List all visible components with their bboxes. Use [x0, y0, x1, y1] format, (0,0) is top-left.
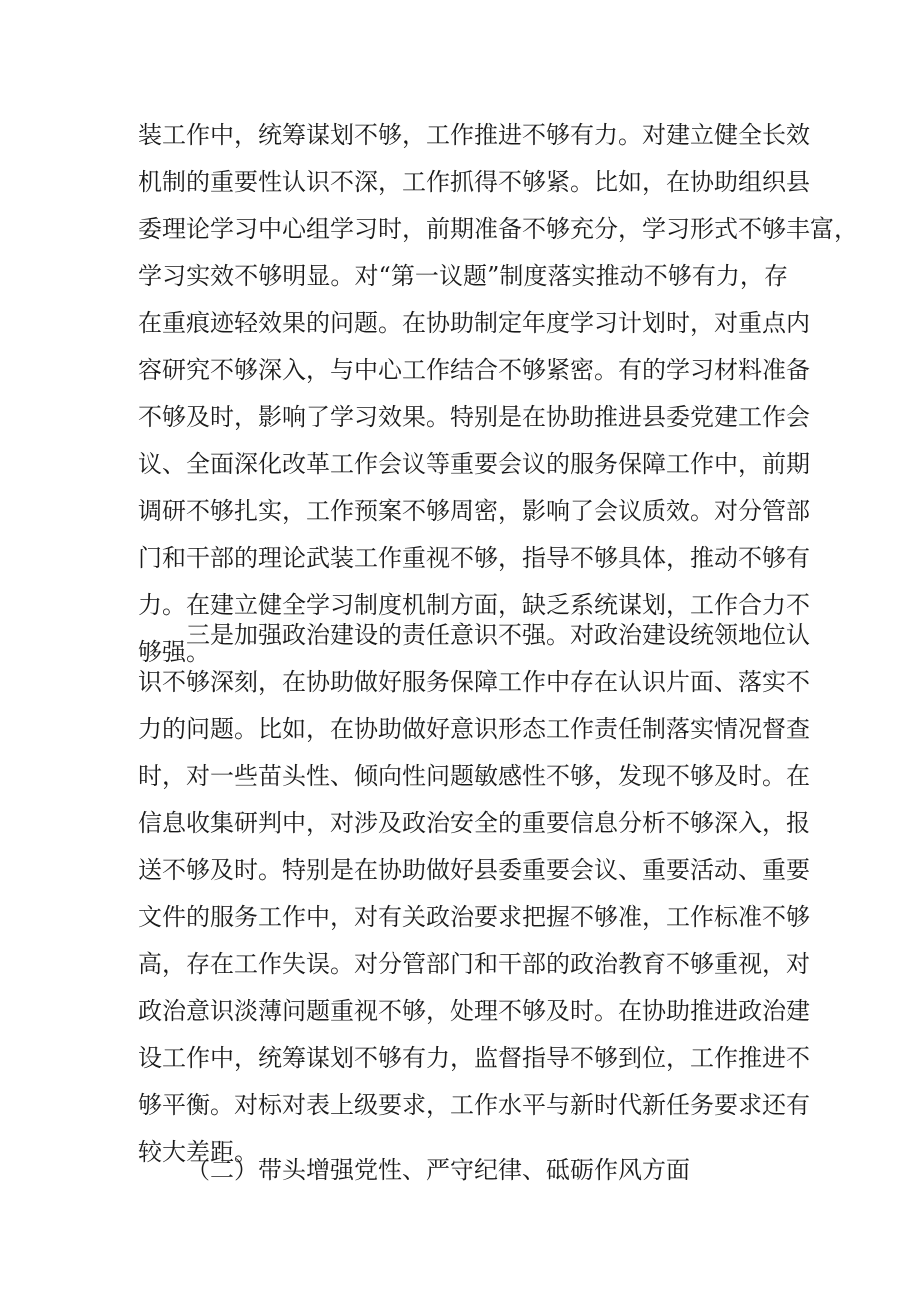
paragraph-1-line: 机制的重要性认识不深，工作抓得不够紧。比如，在协助组织县	[138, 168, 810, 196]
paragraph-2	[138, 612, 810, 1176]
paragraph-2-line: 政治意识淡薄问题重视不够，处理不够及时。在协助推进政治建	[138, 997, 810, 1025]
paragraph-2-line: 够平衡。对标对表上级要求，工作水平与新时代新任务要求还有	[138, 1091, 810, 1119]
paragraph-1-line: 力。在建立健全学习制度机制方面，缺乏系统谋划，工作合力不	[138, 591, 810, 619]
paragraph-1-line: 议、全面深化改革工作会议等重要会议的服务保障工作中，前期	[138, 450, 810, 478]
paragraph-2-line: 高，存在工作失误。对分管部门和干部的政治教育不够重视，对	[138, 950, 810, 978]
paragraph-2-line: 时，对一些苗头性、倾向性问题敏感性不够，发现不够及时。在	[138, 762, 810, 790]
paragraph-2-line: 信息收集研判中，对涉及政治安全的重要信息分析不够深入，报	[138, 809, 810, 837]
paragraph-1-line: 委理论学习中心组学习时，前期准备不够充分，学习形式不够丰富，	[138, 215, 858, 243]
paragraph-1	[138, 112, 858, 676]
section-heading-block	[138, 1147, 788, 1194]
paragraph-2-line: 送不够及时。特别是在协助做好县委重要会议、重要活动、重要	[138, 856, 810, 884]
paragraph-1-line: 调研不够扎实，工作预案不够周密，影响了会议质效。对分管部	[138, 497, 810, 525]
paragraph-1-line: 学习实效不够明显。对“第一议题”制度落实推动不够有力，存	[138, 262, 788, 290]
paragraph-1-line: 不够及时，影响了学习效果。特别是在协助推进县委党建工作会	[138, 403, 810, 431]
paragraph-2-line: 设工作中，统筹谋划不够有力，监督指导不够到位，工作推进不	[138, 1044, 810, 1072]
paragraph-1-line: 装工作中，统筹谋划不够，工作推进不够有力。对建立健全长效	[138, 121, 810, 149]
section-heading: （二）带头增强党性、严守纪律、砥砺作风方面	[186, 1156, 690, 1184]
paragraph-1-line: 门和干部的理论武装工作重视不够，指导不够具体，推动不够有	[138, 544, 810, 572]
paragraph-1-line: 够强。	[138, 638, 210, 666]
paragraph-2-line: 识不够深刻，在协助做好服务保障工作中存在认识片面、落实不	[138, 668, 810, 696]
paragraph-2-line: 较大差距。	[138, 1138, 258, 1166]
paragraph-2-line: 力的问题。比如，在协助做好意识形态工作责任制落实情况督查	[138, 715, 810, 743]
paragraph-2-line: 文件的服务工作中，对有关政治要求把握不够准，工作标准不够	[138, 903, 810, 931]
paragraph-2-line: 三是加强政治建设的责任意识不强。对政治建设统领地位认	[186, 621, 810, 649]
paragraph-1-line: 在重痕迹轻效果的问题。在协助制定年度学习计划时，对重点内	[138, 309, 810, 337]
paragraph-1-line: 容研究不够深入，与中心工作结合不够紧密。有的学习材料准备	[138, 356, 810, 384]
